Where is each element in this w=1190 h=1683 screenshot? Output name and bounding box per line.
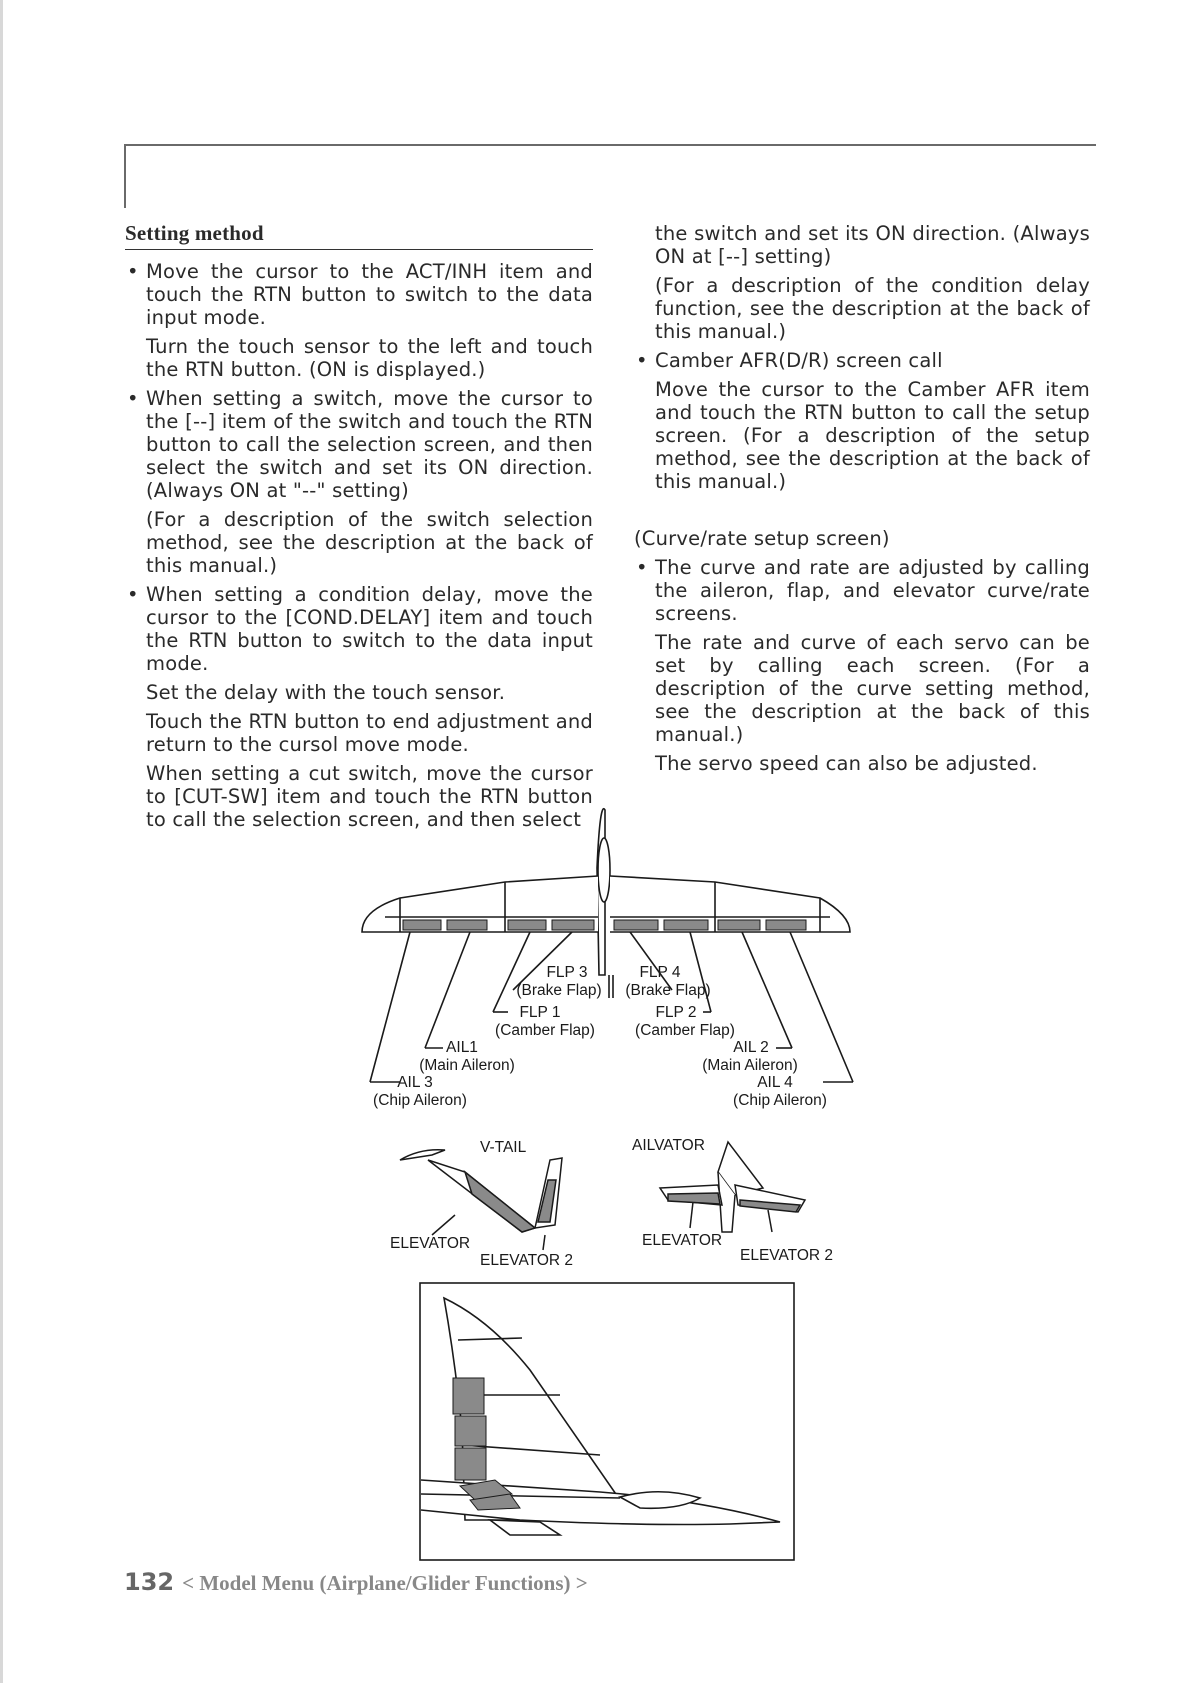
paragraph: (For a description of the switch selection method, see the description at the back of this manual.)	[146, 508, 593, 577]
servo-ail4	[766, 920, 806, 930]
label-flp1-sub: (Camber Flap)	[495, 1022, 595, 1039]
canopy-shape	[598, 838, 610, 902]
label-ail1: AIL1	[446, 1039, 478, 1056]
paragraph: The servo speed can also be adjusted.	[655, 752, 1038, 775]
label-ail3: AIL 3	[397, 1074, 433, 1091]
paragraph: the switch and set its ON direction. (Always ON at [--] setting)	[655, 222, 1090, 268]
paragraph: (Curve/rate setup screen)	[634, 527, 890, 550]
servo-flp2	[664, 920, 708, 930]
vtail-elevator2-label: ELEVATOR 2	[480, 1252, 574, 1269]
label-ail4-sub: (Chip Aileron)	[733, 1092, 827, 1109]
label-flp2: FLP 2	[655, 1004, 697, 1021]
bullet-paragraph: • Camber AFR(D/R) screen call	[634, 349, 1090, 372]
paragraph: When setting a cut switch, move the cursor to [CUT-SW] item and touch the RTN button to call the selection screen, and then select	[146, 762, 593, 831]
servo-flp4	[614, 920, 658, 930]
servo-flp1	[508, 920, 546, 930]
paragraph: Set the delay with the touch sensor.	[146, 681, 506, 704]
bullet-paragraph: • When setting a condition delay, move the cursor to the [COND.DELAY] item and touch the RTN button to switch to the data input mode.	[125, 583, 593, 675]
bullet-paragraph: • Move the cursor to the ACT/INH item and touch the RTN button to switch to the data input mode.	[125, 260, 593, 329]
servo-ail2	[718, 920, 760, 930]
paragraph: Touch the RTN button to end adjustment and return to the cursol move mode.	[146, 710, 593, 756]
paragraph: The rate and curve of each servo can be set by calling each screen. (For a description of the curve setting method, see the description at the back of this manual.)	[655, 631, 1090, 746]
label-flp3: FLP 3	[546, 964, 588, 981]
vtail-title: V-TAIL	[480, 1139, 527, 1156]
label-ail3-sub: (Chip Aileron)	[373, 1092, 467, 1109]
ailvator-elevator2-label: ELEVATOR 2	[740, 1247, 834, 1264]
bullet-paragraph: • The curve and rate are adjusted by calling the aileron, flap, and elevator curve/rate screens.	[634, 556, 1090, 625]
footer-title: < Model Menu (Airplane/Glider Functions) >	[182, 1571, 588, 1595]
vtail-left-elevator	[465, 1172, 535, 1232]
ailvator-title: AILVATOR	[632, 1137, 705, 1154]
wing-diagram	[362, 809, 853, 1082]
label-ail2: AIL 2	[733, 1039, 769, 1056]
label-flp4-sub: (Brake Flap)	[625, 982, 711, 999]
delta-glider-diagram	[420, 1283, 794, 1560]
delta-servo-3	[455, 1448, 486, 1480]
section-heading: Setting method	[125, 222, 593, 250]
servo-ail1	[447, 920, 487, 930]
label-flp2-sub: (Camber Flap)	[635, 1022, 735, 1039]
wing-labels	[373, 964, 827, 1109]
paragraph: (For a description of the condition delay function, see the description at the back of this manual.)	[655, 274, 1090, 343]
vtail-elevator-label: ELEVATOR	[390, 1235, 471, 1252]
delta-servo-1	[453, 1378, 484, 1414]
page-footer	[124, 1568, 588, 1596]
servo-ail3	[403, 920, 441, 930]
servo-flp3	[552, 920, 594, 930]
label-ail4: AIL 4	[757, 1074, 793, 1091]
ailvator-left-elevator	[668, 1193, 720, 1204]
delta-servo-2	[455, 1416, 486, 1446]
ailvator-elevator-label: ELEVATOR	[642, 1232, 723, 1249]
label-flp3-sub: (Brake Flap)	[516, 982, 602, 999]
label-ail2-sub: (Main Aileron)	[702, 1057, 798, 1074]
label-flp1: FLP 1	[519, 1004, 561, 1021]
bullet-paragraph: • When setting a switch, move the cursor to the [--] item of the switch and touch the RTN button to call the selection screen, and then select the switch and set its ON direction. (Always ON at "--" setting)	[125, 387, 593, 502]
label-ail1-sub: (Main Aileron)	[419, 1057, 515, 1074]
ailvator-diagram	[660, 1142, 805, 1232]
paragraph: Move the cursor to the Camber AFR item and touch the RTN button to call the setup screen. (For a description of the setup method, see the description at the back of this manual.)	[655, 378, 1090, 493]
page-number: 132	[124, 1568, 175, 1596]
paragraph: Turn the touch sensor to the left and touch the RTN button. (ON is displayed.)	[146, 335, 593, 381]
label-flp4: FLP 4	[639, 964, 681, 981]
